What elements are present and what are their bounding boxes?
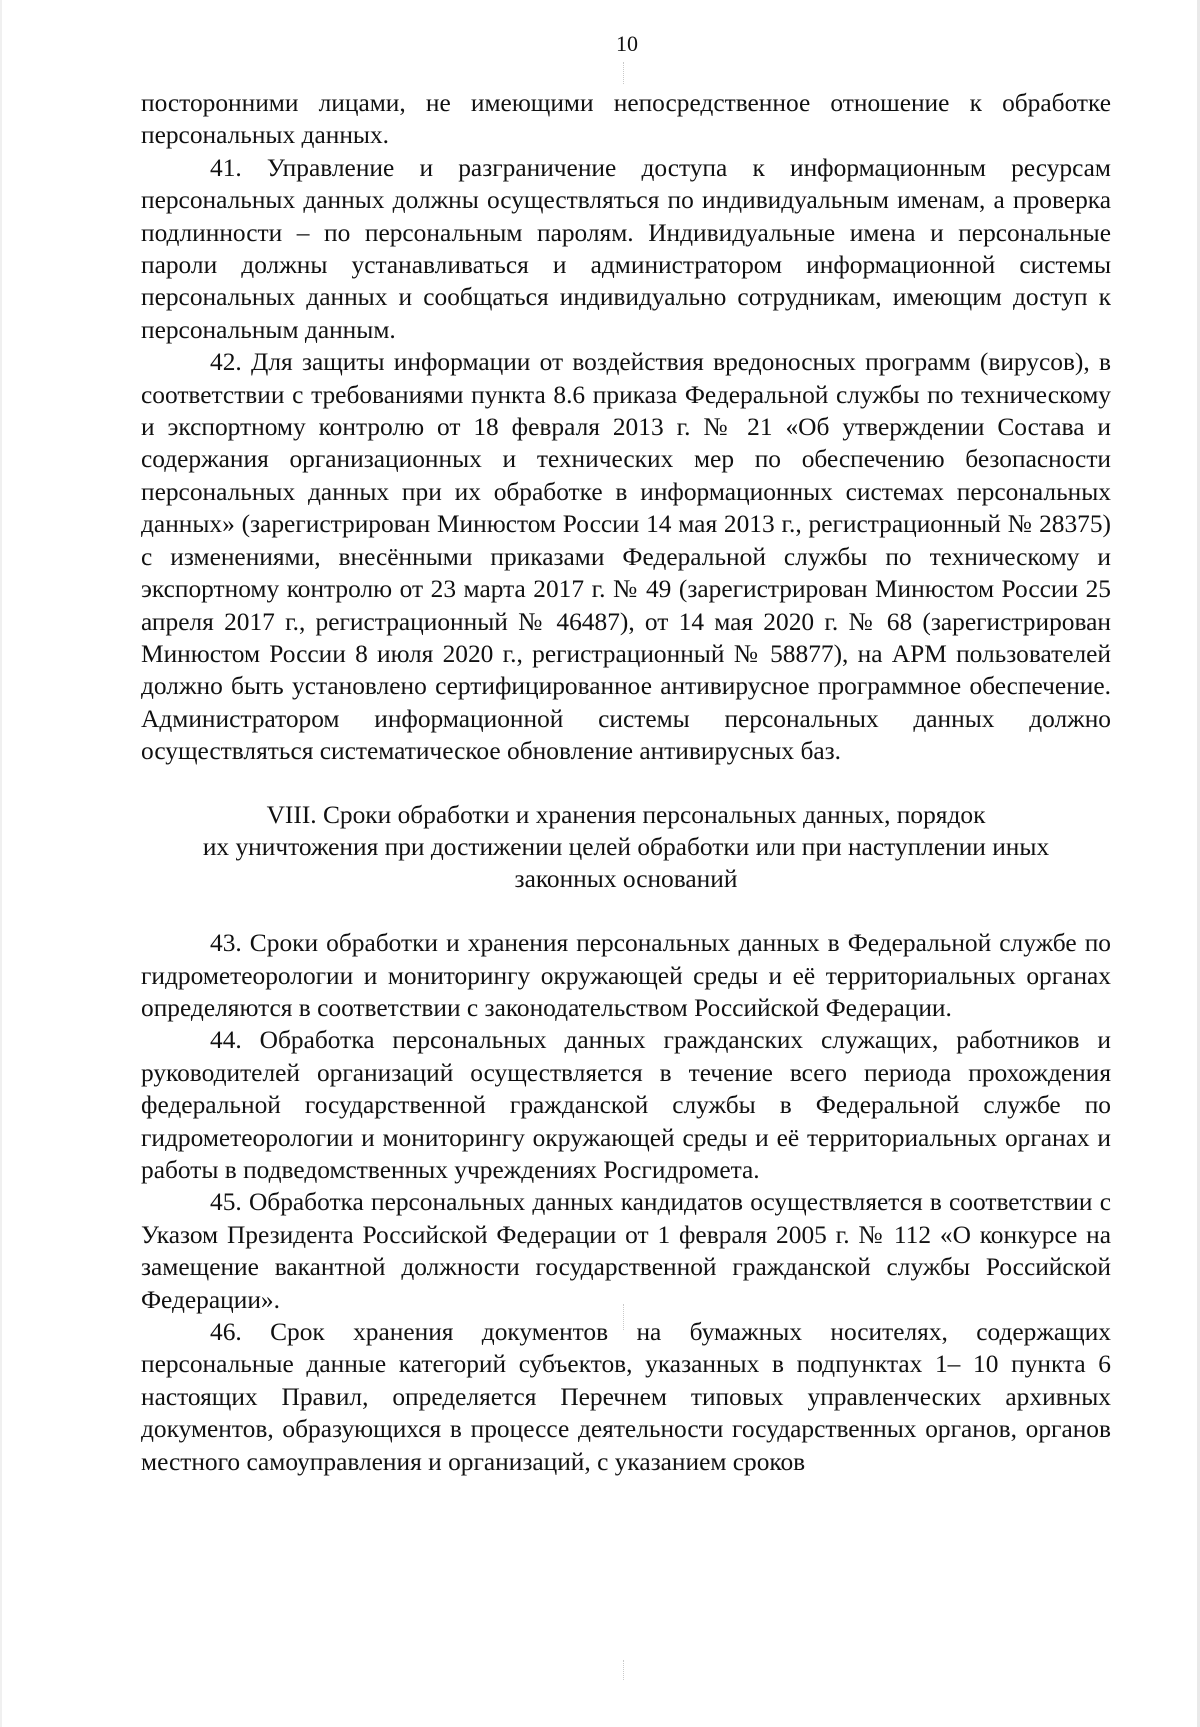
paragraph-continuation: посторонними лицами, не имеющими непосредственное отношение к обработке персональных данных.	[141, 89, 1111, 150]
section-heading-line-1: VIII. Сроки обработки и хранения персональных данных, порядок	[266, 800, 986, 829]
scan-edge-left	[0, 0, 2, 1727]
paragraph-41: 41. Управление и разграничение доступа к информационным ресурсам персональных данных должны осуществляться по индивидуальным именам, а проверка подлинности – по персональным паролям. Индивидуальные имена и персональные пароли должны устанавливаться и администратором информационной системы персональных данных и сообщаться индивидуально сотрудникам, имеющим доступ к персональным данным.	[141, 153, 1111, 344]
scan-crease-mark	[623, 1660, 625, 1680]
paragraph-45: 45. Обработка персональных данных кандидатов осуществляется в соответствии с Указом Президента Российской Федерации от 1 февраля 2005 г. № 112 «О конкурсе на замещение вакантной должности государственной гражданской службы Российской Федерации».	[141, 1188, 1111, 1314]
paragraph-42: 42. Для защиты информации от воздействия вредоносных программ (вирусов), в соответствии с требованиями пункта 8.6 приказа Федеральной службы по техническому и экспортному контролю от 18 февраля 2013 г. № 21 «Об утверждении Состава и содержания организационных и технических мер по обеспечению безопасности персональных данных при их обработке в информационных системах персональных данных» (зарегистрирован Минюстом России 14 мая 2013 г., регистрационный № 28375) с изменениями, внесёнными приказами Федеральной службы по техническому и экспортному контролю от 23 марта 2017 г. № 49 (зарегистрирован Минюстом России 25 апреля 2017 г., регистрационный № 46487), от 14 мая 2020 г. № 68 (зарегистрирован Минюстом России 8 июля 2020 г., регистрационный № 58877), на АРМ пользователей должно быть установлено сертифицированное антивирусное программное обеспечение. Администратором информационной системы персональных данных должно осуществляться систематическое обновление антивирусных баз.	[141, 348, 1111, 766]
page-number: 10	[616, 31, 638, 56]
section-heading-line-2: их уничтожения при достижении целей обработки или при наступлении иных	[202, 832, 1050, 861]
paragraph-44: 44. Обработка персональных данных гражданских служащих, работников и руководителей организаций осуществляется в течение всего периода прохождения федеральной государственной гражданской службы в Федеральной службе по гидрометеорологии и мониторингу окружающей среды и её территориальных органах и работы в подведомственных учреждениях Росгидромета.	[141, 1026, 1111, 1184]
paragraph-46: 46. Срок хранения документов на бумажных носителях, содержащих персональные данные категорий субъектов, указанных в подпунктах 1– 10 пункта 6 настоящих Правил, определяется Перечнем типовых управленческих архивных документов, образующихся в процессе деятельности государственных органов, органов местного самоуправления и организаций, с указанием сроков	[141, 1318, 1111, 1476]
paragraph-43: 43. Сроки обработки и хранения персональных данных в Федеральной службе по гидрометеорологии и мониторингу окружающей среды и её территориальных органах определяются в соответствии с законодательством Российской Федерации.	[141, 929, 1111, 1022]
scan-crease-mark	[623, 62, 625, 84]
section-heading-line-3: законных оснований	[514, 864, 738, 893]
document-body	[141, 87, 1111, 1478]
section-heading	[141, 799, 1111, 896]
